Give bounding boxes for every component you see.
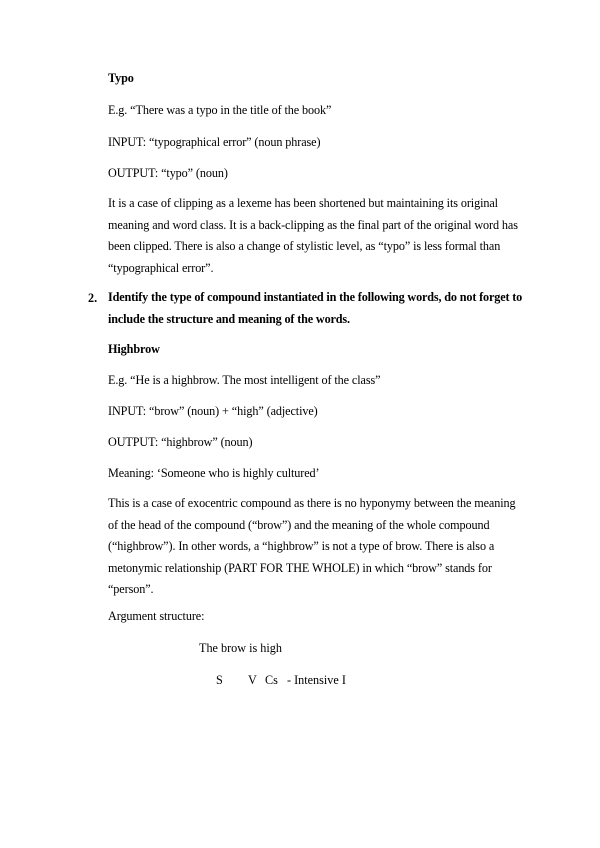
question-number: 2.: [88, 291, 98, 305]
typo-input: INPUT: “typographical error” (noun phrase): [108, 135, 321, 149]
argument-complement: Cs: [265, 673, 278, 687]
argument-sentence: The brow is high: [199, 641, 282, 655]
highbrow-example: E.g. “He is a highbrow. The most intelligent of the class”: [108, 373, 381, 387]
typo-output: OUTPUT: “typo” (noun): [108, 166, 228, 180]
argument-structure-label: Argument structure:: [108, 609, 205, 623]
highbrow-explanation: This is a case of exocentric compound as there is no hyponymy between the meaning of the head of the compound (“brow”) and the meaning of the whole compound (“highbrow”). In other words, a “highbrow” is not a type of brow. There is also a metonymic relationship (PART FOR THE WHOLE) in which “brow” stands for “person”.: [108, 496, 516, 596]
typo-heading: Typo: [108, 71, 134, 85]
argument-subject: S: [216, 673, 223, 687]
highbrow-input: INPUT: “brow” (noun) + “high” (adjective): [108, 404, 318, 418]
argument-verb: V: [248, 673, 257, 687]
argument-type: - Intensive I: [287, 673, 346, 687]
highbrow-output: OUTPUT: “highbrow” (noun): [108, 435, 253, 449]
typo-explanation: It is a case of clipping as a lexeme has been shortened but maintaining its original meaning and word class. It is a back-clipping as the final part of the original word has been clipped. There is also a change of stylistic level, as “typo” is less formal than “typographical error”.: [108, 196, 518, 275]
highbrow-meaning: Meaning: ‘Someone who is highly cultured’: [108, 466, 320, 480]
highbrow-heading: Highbrow: [108, 342, 160, 356]
typo-example: E.g. “There was a typo in the title of the book”: [108, 103, 332, 117]
question-text: Identify the type of compound instantiated in the following words, do not forget to include the structure and meaning of the words.: [108, 290, 523, 326]
